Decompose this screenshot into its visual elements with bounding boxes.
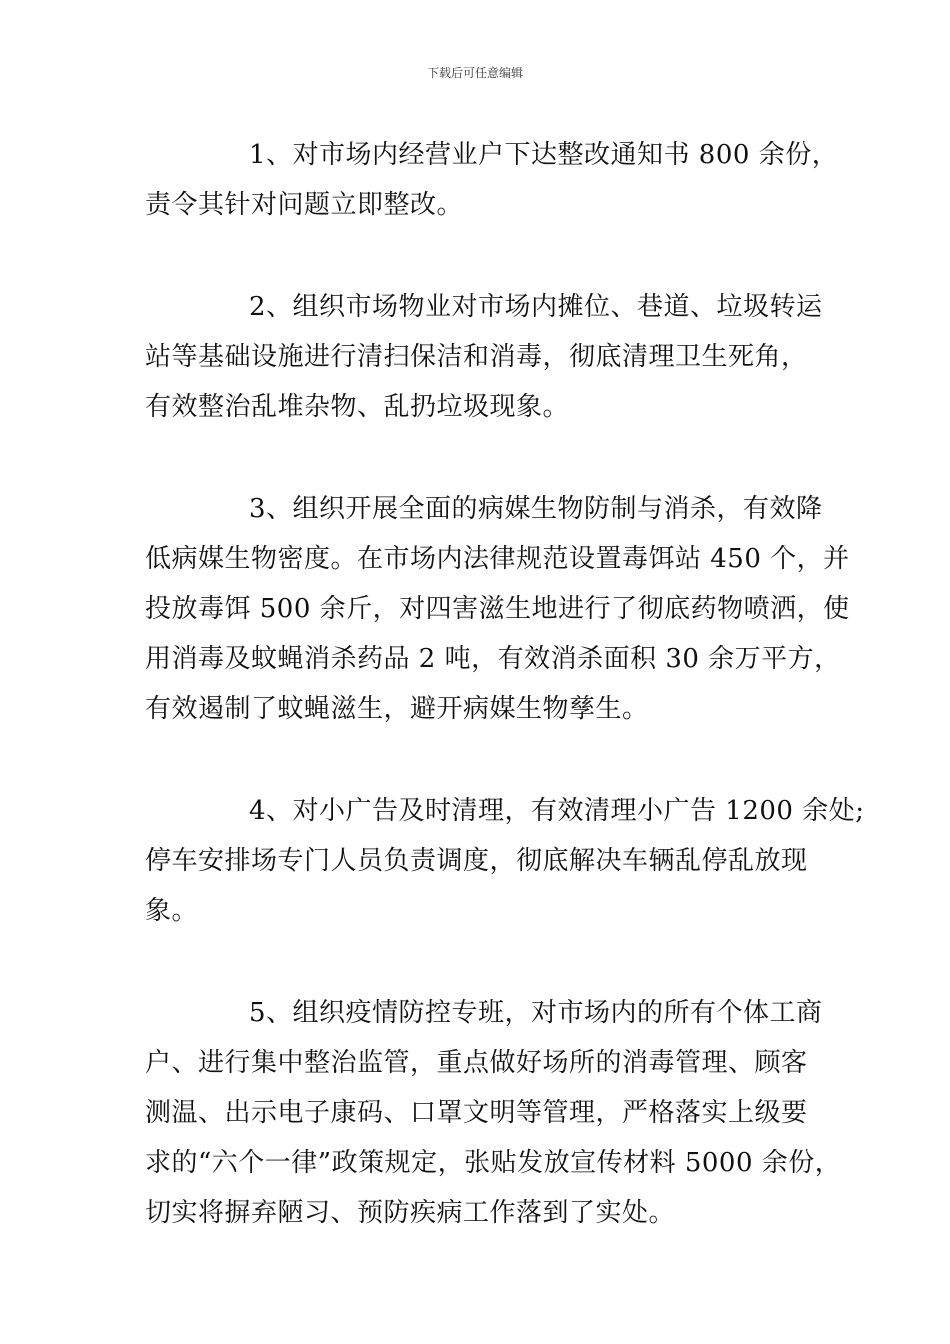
paragraph-1 [145,130,839,230]
text-line: 站等基础设施进行清扫保洁和消毒，彻底清理卫生死角， [145,342,808,372]
document-body [145,130,865,1290]
text-line: 低病媒生物密度。在市场内法律规范设置毒饵站 450 个，并 [145,544,850,574]
text-line: 责令其针对问题立即整改。 [145,190,464,220]
text-line: 有效整治乱堆杂物、乱扔垃圾现象。 [145,392,570,422]
text-line: 4、对小广告及时清理，有效清理小广告 1200 余处; [249,796,865,826]
text-line: 2、组织市场物业对市场内摊位、巷道、垃圾转运 [249,292,823,322]
text-line: 户、进行集中整治监管，重点做好场所的消毒管理、顾客 [145,1048,808,1078]
paragraph-3 [145,484,850,734]
text-line: 投放毒饵 500 余斤，对四害滋生地进行了彻底药物喷洒，使 [145,594,850,624]
text-line: 1、对市场内经营业户下达整改通知书 800 余份， [249,140,839,170]
text-line: 有效遏制了蚊蝇滋生，避开病媒生物孳生。 [145,694,649,724]
text-line: 用消毒及蚊蝇消杀药品 2 吨，有效消杀面积 30 余万平方， [145,644,841,674]
text-line: 停车安排场专门人员负责调度，彻底解决车辆乱停乱放现 [145,846,808,876]
paragraph-4 [145,786,865,936]
paragraph-2 [145,282,835,432]
text-line: 3、组织开展全面的病媒生物防制与消杀，有效降 [249,494,823,524]
text-line: 求的“六个一律”政策规定，张贴发放宣传材料 5000 余份， [145,1148,842,1178]
text-line: 象。 [145,896,199,926]
page-header: 下载后可任意编辑 [426,66,523,80]
text-line: 5、组织疫情防控专班，对市场内的所有个体工商 [249,998,823,1028]
text-line: 切实将摒弃陋习、预防疾病工作落到了实处。 [145,1198,676,1228]
paragraph-5 [145,988,842,1238]
text-line: 测温、出示电子康码、口罩文明等管理，严格落实上级要 [145,1098,808,1128]
